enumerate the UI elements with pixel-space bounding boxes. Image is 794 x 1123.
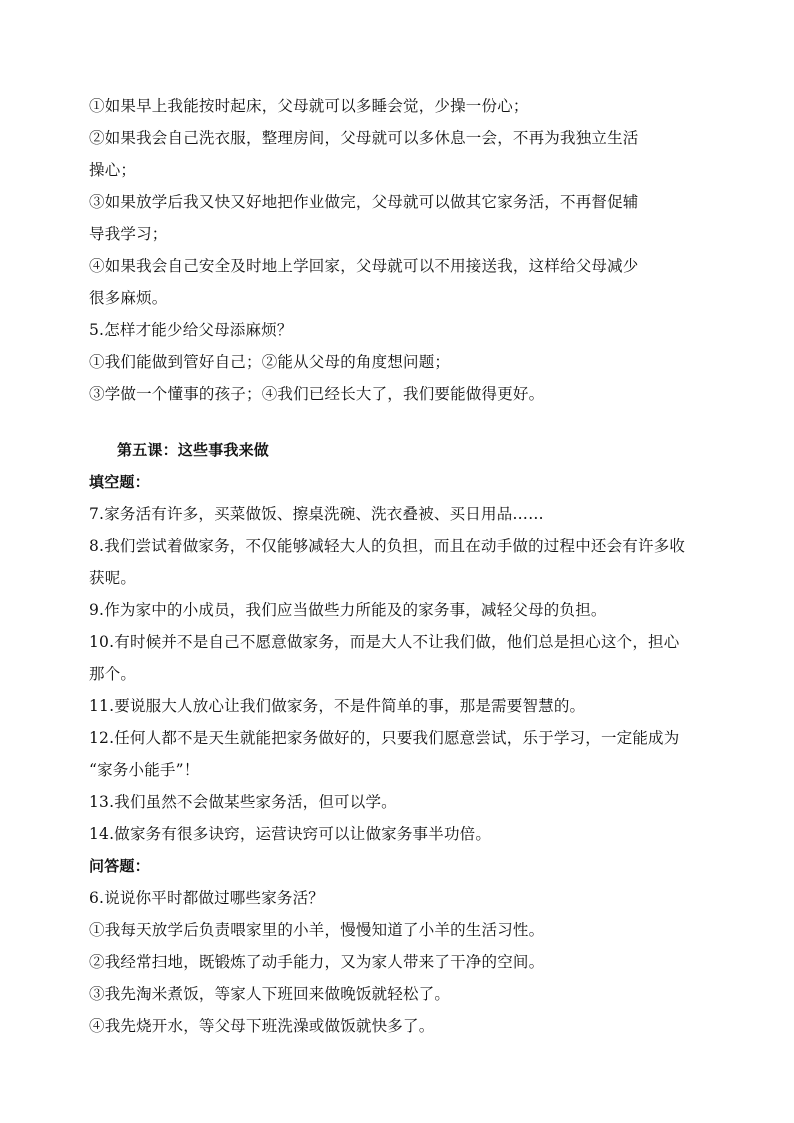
fill-item: 8.我们尝试着做家务，不仅能够减轻大人的负担，而且在动手做的过程中还会有许多收: [89, 537, 686, 555]
lesson-title: 第五课：这些事我来做: [117, 441, 270, 459]
answer-line: ④我先烧开水，等父母下班洗澡或做饭就快多了。: [89, 1017, 435, 1035]
qa-heading: 问答题：: [89, 857, 150, 875]
fill-item: 14.做家务有很多诀窍，运营诀窍可以让做家务事半功倍。: [89, 825, 492, 843]
answer-line: 操心；: [89, 161, 137, 179]
answer-line: ④如果我会自己安全及时地上学回家，父母就可以不用接送我，这样给父母减少: [89, 257, 639, 275]
answer-line: ①我们能做到管好自己；②能从父母的角度想问题；: [89, 353, 451, 371]
fill-item: 11.要说服大人放心让我们做家务，不是件简单的事，那是需要智慧的。: [89, 697, 586, 715]
answer-line: ①我每天放学后负责喂家里的小羊，慢慢知道了小羊的生活习性。: [89, 921, 545, 939]
question-line: 6.说说你平时都做过哪些家务活？: [89, 889, 324, 907]
fill-item: 7.家务活有许多，买菜做饭、擦桌洗碗、洗衣叠被、买日用品……: [89, 505, 544, 523]
answer-line: 导我学习；: [89, 225, 168, 243]
answer-line: ①如果早上我能按时起床，父母就可以多睡会觉，少操一份心；: [89, 97, 529, 115]
fill-item: 获呢。: [89, 569, 137, 587]
answer-line: ③学做一个懂事的孩子；④我们已经长大了，我们要能做得更好。: [89, 385, 545, 403]
answer-line: 很多麻烦。: [89, 289, 168, 307]
answer-line: ②我经常扫地，既锻炼了动手能力，又为家人带来了干净的空间。: [89, 953, 545, 971]
fill-in-heading: 填空题：: [89, 473, 150, 491]
answer-line: ③如果放学后我又快又好地把作业做完，父母就可以做其它家务活，不再督促辅: [89, 193, 639, 211]
fill-item: 9.作为家中的小成员，我们应当做些力所能及的家务事，减轻父母的负担。: [89, 601, 607, 619]
answer-line: ②如果我会自己洗衣服，整理房间，父母就可以多休息一会，不再为我独立生活: [89, 129, 639, 147]
fill-item: 13.我们虽然不会做某些家务活，但可以学。: [89, 793, 397, 811]
question-line: 5.怎样才能少给父母添麻烦？: [89, 321, 293, 339]
fill-item: 那个。: [89, 665, 137, 683]
fill-item: 10.有时候并不是自己不愿意做家务，而是大人不让我们做，他们总是担心这个，担心: [89, 633, 680, 651]
fill-item: 12.任何人都不是天生就能把家务做好的，只要我们愿意尝试，乐于学习，一定能成为: [89, 729, 680, 747]
fill-item: “家务小能手”！: [89, 761, 200, 779]
answer-line: ③我先淘米煮饭，等家人下班回来做晚饭就轻松了。: [89, 985, 451, 1003]
